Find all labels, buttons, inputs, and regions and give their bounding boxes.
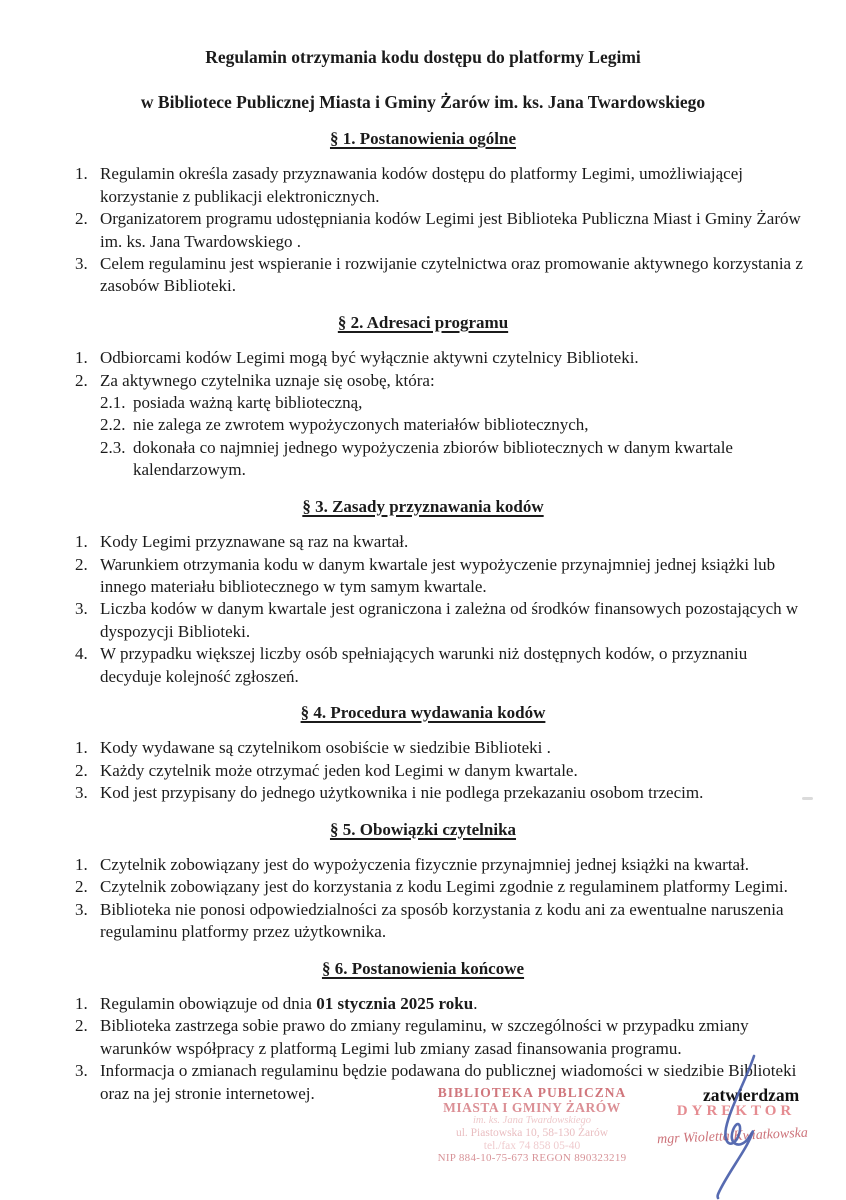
section-heading: § 1. Postanowienia ogólne: [329, 129, 517, 148]
item-number: 3.: [75, 1061, 88, 1081]
item-text: Odbiorcami kodów Legimi mogą być wyłącznie aktywni czytelnicy Biblioteki.: [100, 348, 639, 368]
item-number: 2.: [75, 1016, 88, 1036]
item-number: 2.: [75, 760, 88, 780]
list-item: [75, 899, 810, 944]
library-stamp: [420, 1085, 644, 1165]
section-heading: § 5. Obowiązki czytelnika: [329, 819, 517, 839]
signatory-name-stamp: mgr Wioletta Kwiatkowska: [656, 1125, 809, 1148]
section-heading: § 4. Procedura wydawania kodów: [300, 702, 546, 722]
list-item: [75, 760, 810, 782]
item-number: 1.: [75, 532, 88, 552]
stamp-line-address: ul. Piastowska 10, 58-130 Żarów: [455, 1127, 609, 1139]
list-item: [75, 993, 810, 1015]
item-number: 3.: [75, 599, 88, 619]
item-text: Informacja o zmianach regulaminu będzie podawana do publicznej wiadomości w siedzibie Biblioteki oraz na jej stronie internetowej.: [100, 1061, 797, 1103]
item-text: Czytelnik zobowiązany jest do korzystania z kodu Legimi zgodnie z regulaminem platformy Legimi.: [100, 877, 788, 897]
section-heading: § 3. Zasady przyznawania kodów: [302, 496, 544, 516]
item-text: Celem regulaminu jest wspieranie i rozwijanie czytelnictwa oraz promowanie aktywnego korzystania z zasobów Biblioteki.: [100, 254, 803, 296]
list-item: [75, 598, 810, 643]
section-2: [0, 312, 846, 482]
approval-label: zatwierdzam: [703, 1085, 800, 1105]
item-text: Warunkiem otrzymania kodu w danym kwartale jest wypożyczenie przynajmniej jednej książki lub innego materiału bibliotecznego w tym samym kwartale.: [100, 554, 776, 596]
item-text: nie zalega ze zwrotem wypożyczonych materiałów bibliotecznych,: [133, 415, 589, 435]
item-number: 1.: [75, 854, 88, 874]
sub-list-item: [100, 392, 810, 414]
list-item: [75, 163, 810, 208]
section-list: [75, 854, 810, 944]
item-text: [100, 993, 810, 1015]
item-text: W przypadku większej liczby osób spełniających warunki niż dostępnych kodów, o przyznaniu decyduje kolejność zgłoszeń.: [100, 644, 748, 686]
item-text-prefix: Regulamin obowiązuje od dnia: [100, 994, 317, 1013]
item-number: 2.3.: [100, 437, 126, 457]
section-5: [0, 819, 846, 944]
list-item: [75, 876, 810, 898]
sub-list-item: [100, 414, 810, 436]
item-text: Kody Legimi przyznawane są raz na kwartał.: [100, 532, 409, 552]
section-3: [0, 496, 846, 688]
item-text: Biblioteka zastrzega sobie prawo do zmiany regulaminu, w szczególności w przypadku zmiany warunków współpracy z platformą Legimi lub zmiany zasad finansowania programu.: [100, 1016, 749, 1058]
item-text: Za aktywnego czytelnika uznaje się osobę, która:: [100, 370, 435, 390]
item-text: Każdy czytelnik może otrzymać jeden kod Legimi w danym kwartale.: [100, 760, 578, 780]
item-number: 2.: [75, 209, 88, 229]
effective-date: 01 stycznia 2025 roku: [316, 994, 474, 1013]
section-list: [75, 737, 810, 804]
item-text: posiada ważną kartę biblioteczną,: [133, 393, 363, 413]
item-number: 3.: [75, 899, 88, 919]
item-number: 1.: [75, 164, 88, 184]
stamp-line-org-2: MIASTA I GMINY ŻARÓW: [443, 1100, 621, 1115]
stamp-line-nip-regon: NIP 884-10-75-673 REGON 890323219: [437, 1152, 627, 1164]
list-item: [75, 854, 810, 876]
item-number: 3.: [75, 783, 88, 803]
document-subtitle: w Bibliotece Publicznej Miasta i Gminy Żarów im. ks. Jana Twardowskiego: [140, 92, 706, 112]
list-item: [75, 347, 810, 369]
section-list: [75, 163, 810, 297]
list-item: [75, 531, 810, 553]
item-number: 2.: [75, 554, 88, 574]
section-heading: § 2. Adresaci programu: [337, 312, 509, 332]
stamp-line-phone: tel./fax 74 858 05-40: [483, 1139, 581, 1152]
item-number: 1.: [75, 738, 88, 758]
item-text: Organizatorem programu udostępniania kodów Legimi jest Biblioteka Publiczna Miast i Gminy Żarów im. ks. Jana Twardowskiego .: [100, 209, 801, 251]
list-item: [75, 253, 810, 298]
section-list: [75, 531, 810, 688]
stamp-line-org-1: BIBLIOTEKA PUBLICZNA: [437, 1085, 627, 1100]
item-number: 2.: [75, 370, 88, 390]
item-text: Biblioteka nie ponosi odpowiedzialności za sposób korzystania z kodu ani za ewentualne naruszenia regulaminu platformy przez użytkownika.: [100, 899, 784, 942]
director-role-stamp: DYREKTOR: [676, 1103, 796, 1119]
handwritten-signature-ink: [690, 1052, 800, 1200]
document-title: Regulamin otrzymania kodu dostępu do platformy Legimi: [205, 47, 641, 67]
item-text: Liczba kodów w danym kwartale jest ograniczona i zależna od środków finansowych pozostających w dyspozycji Biblioteki.: [100, 599, 799, 641]
sub-list-item: [100, 437, 810, 482]
item-text: Kody wydawane są czytelnikom osobiście w siedzibie Biblioteki .: [100, 738, 551, 758]
item-number: 2.: [75, 877, 88, 897]
item-text: Kod jest przypisany do jednego użytkownika i nie podlega przekazaniu osobom trzecim.: [100, 783, 704, 803]
section-heading: § 6. Postanowienia końcowe: [321, 958, 525, 978]
section-1: [0, 128, 846, 298]
item-text: dokonała co najmniej jednego wypożyczenia zbiorów bibliotecznych w danym kwartale kalendarzowym.: [133, 437, 733, 480]
list-item: [75, 643, 810, 688]
list-item: [75, 370, 810, 392]
item-text: Regulamin określa zasady przyznawania kodów dostępu do platformy Legimi, umożliwiającej korzystanie z publikacji elektronicznych.: [100, 164, 743, 206]
list-item: [75, 208, 810, 253]
item-number: 1.: [75, 348, 88, 368]
item-number: 4.: [75, 644, 88, 664]
stamp-line-patron: im. ks. Jana Twardowskiego: [472, 1115, 592, 1126]
item-text: Czytelnik zobowiązany jest do wypożyczenia fizycznie przynajmniej jednej książki na kwartał.: [100, 854, 750, 874]
scan-artifact: [802, 797, 813, 800]
list-item: [75, 737, 810, 759]
item-number: 2.1.: [100, 393, 126, 413]
section-list: [75, 347, 810, 481]
item-text-suffix: .: [473, 994, 478, 1013]
item-number: 1.: [75, 994, 88, 1013]
list-item: [75, 782, 810, 804]
item-number: 3.: [75, 254, 88, 274]
section-4: [0, 702, 846, 805]
list-item: [75, 554, 810, 599]
item-number: 2.2.: [100, 415, 126, 435]
